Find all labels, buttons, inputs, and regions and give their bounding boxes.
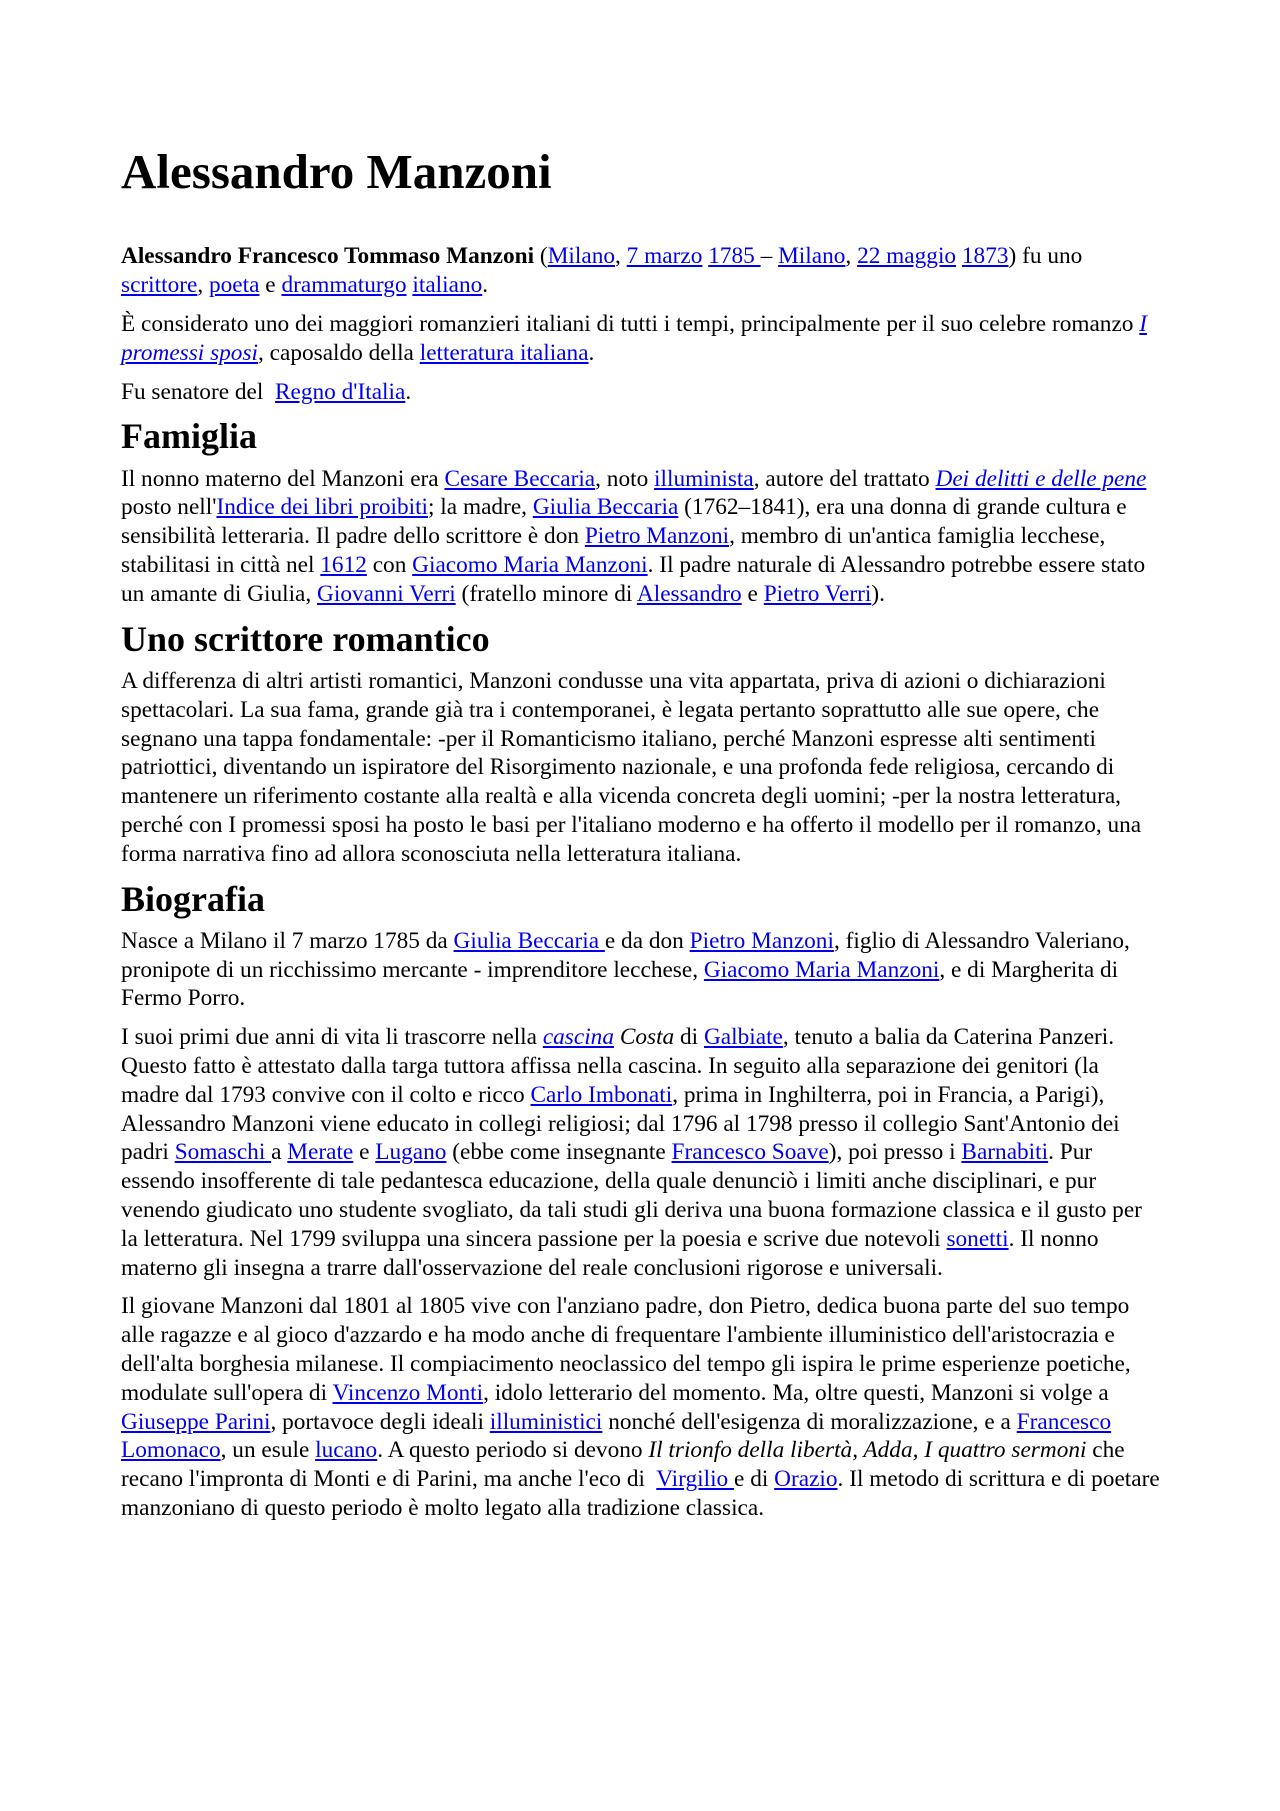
link-giovanni-verri[interactable]: Giovanni Verri: [317, 580, 456, 607]
link-drammaturgo[interactable]: drammaturgo: [281, 272, 407, 299]
link-barnabiti[interactable]: Barnabiti: [961, 1139, 1049, 1166]
link-virgilio[interactable]: Virgilio: [656, 1466, 735, 1493]
link-22-maggio[interactable]: 22 maggio: [857, 243, 957, 270]
link-orazio[interactable]: Orazio: [774, 1466, 838, 1493]
link-giulia-beccaria[interactable]: Giulia Beccaria: [532, 494, 679, 521]
famiglia-paragraph: Il nonno materno del Manzoni era Cesare Beccaria, noto illuminista, autore del trattato Dei delitti e delle pene posto nell'Indice dei libri proibiti; la madre, Giulia Beccaria (1762–1841), era una donna di grande cultura e sensibilità letteraria. Il padre dello scrittore è don Pietro Manzoni, membro di un'antica famiglia lecchese, stabilitasi in città nel 1612 con Giacomo Maria Manzoni. Il padre naturale di Alessandro potrebbe essere stato un amante di Giulia, Giovanni Verri (fratello minore di Alessandro e Pietro Verri).: [121, 465, 1147, 607]
full-name: Alessandro Francesco Tommaso Manzoni: [121, 243, 535, 270]
link-milano-2[interactable]: Milano: [778, 243, 846, 270]
link-dei-delitti-e-delle-pene[interactable]: Dei delitti e delle pene: [935, 465, 1147, 492]
biografia-paragraph-1: Nasce a Milano il 7 marzo 1785 da Giulia Beccaria e da don Pietro Manzoni, figlio di Alessandro Valeriano, pronipote di un ricchissimo mercante - imprenditore lecchese, Giacomo Maria Manzoni, e di Margherita di Fermo Porro.: [121, 927, 1130, 1012]
heading-biografia: Biografia: [121, 878, 265, 919]
link-lucano[interactable]: lucano: [315, 1437, 378, 1464]
link-italiano[interactable]: italiano: [412, 272, 483, 299]
link-giuseppe-parini[interactable]: Giuseppe Parini: [121, 1408, 271, 1435]
link-letteratura-italiana[interactable]: letteratura italiana: [419, 339, 589, 366]
link-scrittore[interactable]: scrittore: [121, 272, 198, 299]
link-pietro-manzoni[interactable]: Pietro Manzoni: [584, 523, 730, 550]
link-illuministici[interactable]: illuministici: [489, 1408, 603, 1435]
link-7-marzo[interactable]: 7 marzo: [626, 243, 703, 270]
link-francesco-soave[interactable]: Francesco Soave: [671, 1139, 829, 1166]
biografia-paragraph-3: Il giovane Manzoni dal 1801 al 1805 vive con l'anziano padre, don Pietro, dedica buona parte del suo tempo alle ragazze e al gioco d'azzardo e ha modo anche di frequentare l'ambiente illuministico dell'aristocrazia e dell'alta borghesia milanese. Il compiacimento neoclassico del tempo gli ispira le prime esperienze poetiche, modulate sull'opera di Vincenzo Monti, idolo letterario del momento. Ma, oltre questi, Manzoni si volge a Giuseppe Parini, portavoce degli ideali illuministici nonché dell'esigenza di moralizzazione, e a Francesco Lomonaco, un esule lucano. A questo periodo si devono Il trionfo della libertà, Adda, I quattro sermoni che recano l'impronta di Monti e di Parini, ma anche l'eco di Virgilio e di Orazio. Il metodo di scrittura e di poetare manzoniano di questo periodo è molto legato alla tradizione classica.: [121, 1293, 1160, 1521]
link-merate[interactable]: Merate: [287, 1139, 354, 1166]
link-alessandro-verri[interactable]: Alessandro: [636, 580, 742, 607]
costa-text: Costa: [619, 1024, 675, 1051]
link-1612[interactable]: 1612: [320, 552, 367, 579]
link-vincenzo-monti[interactable]: Vincenzo Monti: [332, 1379, 484, 1406]
link-cesare-beccaria[interactable]: Cesare Beccaria: [444, 465, 596, 492]
page-title: Alessandro Manzoni: [121, 144, 552, 199]
romantico-paragraph: A differenza di altri artisti romantici, Manzoni condusse una vita appartata, priva di azioni o dichiarazioni spettacolari. La sua fama, grande già tra i contemporanei, è legata pertanto soprattutto alle sue opere, che segnano una tappa fondamentale: -per il Romanticismo italiano, perché Manzoni espresse alti sentimenti patriottici, diventando un ispiratore del Risorgimento nazionale, e una profonda fede religiosa, cercando di mantenere un riferimento costante alla realtà e alla vicenda concreta degli uomini; -per la nostra letteratura, perché con I promessi sposi ha posto le basi per l'italiano moderno e ha offerto il modello per il romanzo, una forma narrativa fino ad allora sconosciuta nella letteratura italiana.: [121, 667, 1142, 867]
link-regno-italia[interactable]: Regno d'Italia: [274, 378, 406, 405]
link-pietro-verri[interactable]: Pietro Verri: [763, 580, 872, 607]
link-milano[interactable]: Milano: [547, 243, 616, 270]
link-carlo-imbonati[interactable]: Carlo Imbonati: [530, 1081, 673, 1108]
link-lugano[interactable]: Lugano: [375, 1139, 447, 1166]
link-pietro-manzoni-2[interactable]: Pietro Manzoni: [689, 927, 834, 954]
heading-famiglia: Famiglia: [121, 416, 257, 457]
link-giulia-beccaria-2[interactable]: Giulia Beccaria: [453, 927, 605, 954]
intro-paragraph-3: Fu senatore del Regno d'Italia.: [121, 378, 412, 405]
link-cascina[interactable]: cascina: [542, 1024, 614, 1051]
link-francesco-lomonaco[interactable]: Francesco Lomonaco: [121, 1408, 1112, 1464]
link-sonetti[interactable]: sonetti: [946, 1225, 1009, 1252]
biografia-paragraph-2: I suoi primi due anni di vita li trascorre nella cascina Costa di Galbiate, tenuto a balia da Caterina Panzeri. Questo fatto è attestato dalla targa tuttora affissa nella cascina. In seguito alla separazione dei genitori (la madre dal 1793 convive con il colto e ricco Carlo Imbonati, prima in Inghilterra, poi in Francia, a Parigi), Alessandro Manzoni viene educato in collegi religiosi; dal 1796 al 1798 presso il collegio Sant'Antonio dei padri Somaschi a Merate e Lugano (ebbe come insegnante Francesco Soave), poi presso i Barnabiti. Pur essendo insofferente di tale pedantesca educazione, della quale denunciò i limiti anche disciplinari, e pur venendo giudicato uno studente svogliato, da tali studi gli deriva una buona formazione classica e il gusto per la letteratura. Nel 1799 sviluppa una sincera passione per la poesia e scrive due notevoli sonetti. Il nonno materno gli insegna a trarre dall'osservazione del reale conclusioni rigorose e universali.: [121, 1024, 1142, 1281]
intro-paragraph-1: Alessandro Francesco Tommaso Manzoni (Milano, 7 marzo 1785 – Milano, 22 maggio 1873) fu uno scrittore, poeta e drammaturgo italiano.: [121, 243, 1083, 299]
link-1785[interactable]: 1785: [708, 243, 761, 270]
link-galbiate[interactable]: Galbiate: [703, 1024, 783, 1051]
works-titles: Il trionfo della libertà, Adda, I quattro sermoni: [648, 1437, 1087, 1464]
heading-scrittore-romantico: Uno scrittore romantico: [121, 618, 490, 659]
intro-paragraph-2: È considerato uno dei maggiori romanzieri italiani di tutti i tempi, principalmente per il suo celebre romanzo I promessi sposi, caposaldo della letteratura italiana.: [121, 310, 1148, 366]
link-indice-libri-proibiti[interactable]: Indice dei libri proibiti: [216, 494, 429, 521]
link-giacomo-maria-manzoni[interactable]: Giacomo Maria Manzoni: [412, 552, 648, 579]
link-illuminista[interactable]: illuminista: [654, 465, 754, 492]
link-1873[interactable]: 1873: [961, 243, 1009, 270]
link-somaschi[interactable]: Somaschi: [174, 1139, 272, 1166]
link-poeta[interactable]: poeta: [209, 272, 260, 299]
link-giacomo-maria-manzoni-2[interactable]: Giacomo Maria Manzoni: [703, 956, 940, 983]
link-i-promessi-sposi[interactable]: I promessi sposi: [121, 310, 1148, 366]
